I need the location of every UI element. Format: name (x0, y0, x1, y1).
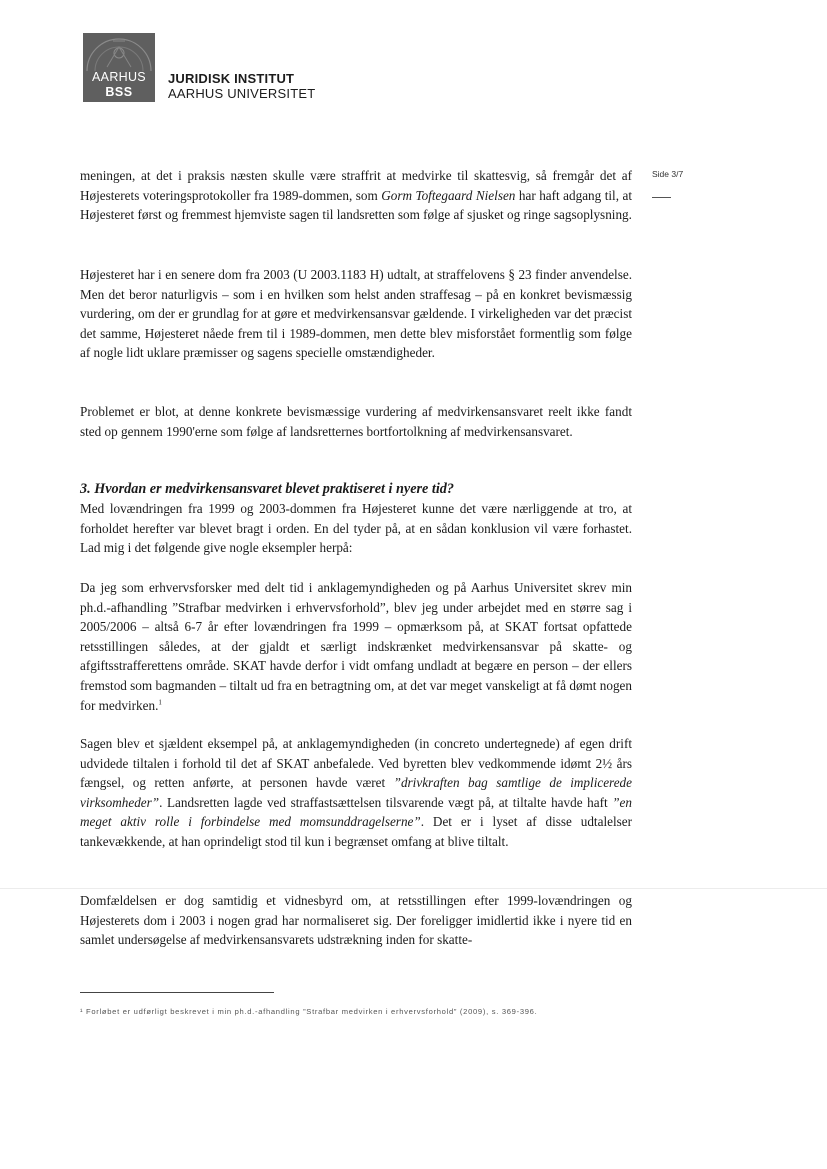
text-run: Problemet er blot, at denne konkrete bevismæssige vurdering af medvirkensansvaret reelt ikke fandt sted op gennem 1990'erne som følge af landsretternes bortfortolkning af medvirkensansvaret. (80, 404, 632, 439)
footnote-marker: 1 (158, 698, 162, 707)
institute-name: JURIDISK INSTITUT (168, 71, 295, 86)
section-heading: 3. Hvordan er medvirkensansvaret blevet praktiseret i nyere tid? (80, 481, 454, 497)
text-run: Da jeg som erhvervsforsker med delt tid i anklagemyndigheden og på Aarhus Universitet skrev min ph.d.-afhandling ”Strafbar medvirken i erhvervsforhold”, blev jeg under arbejdet med en større sag i 2005/2006 – altså 6-7 år efter lovændringen fra 1999 – opmærksom på, at SKAT fortsat opfattede retsstillingen således, at der gjaldt et særligt indskrænket medvirkensansvar på skatte- og afgiftsstrafferettens område. SKAT havde derfor i vidt omfang undladt at begære en person – der ellers fremstod som bagmanden – tiltalt ud fra en betragtning om, at det var meget vanskeligt at få dømt nogen for medvirken. (80, 580, 632, 713)
paragraph-1 (80, 166, 632, 225)
logo-text-bss: BSS (105, 85, 133, 99)
paragraph-2 (80, 265, 632, 363)
footnote: ¹ Forløbet er udførligt beskrevet i min ph.d.-afhandling ”Strafbar medvirken i erhvervsforhold” (2009), s. 369-396. (80, 1007, 538, 1016)
paragraph-5 (80, 578, 632, 715)
text-run: meningen, at det i praksis næsten skulle være straffrit at medvirke til skattesvig, så fremgår det af Højesterets voteringsprotokoller fra 1989-dommen, som (80, 168, 632, 203)
scan-artifact-line (0, 888, 827, 889)
university-seal-icon (83, 33, 155, 71)
footnote-rule (80, 992, 274, 993)
text-run: har haft adgang til, at Højesteret først og fremmest hjemviste sagen til landsretten som følge af sjusket og ringe sagsoplysning. (80, 187, 632, 223)
paragraph-3 (80, 402, 632, 441)
paragraph-6 (80, 734, 632, 852)
page-number: Side 3/7 (652, 169, 684, 179)
italic-run: Gorm Toftegaard Nielsen (381, 187, 516, 203)
page-number-rule (652, 197, 671, 198)
italic-run: ”drivkraften bag samtlige de implicerede virksomheder” (80, 775, 633, 810)
university-name: AARHUS UNIVERSITET (168, 86, 316, 101)
italic-run: ”en meget aktiv rolle i forbindelse med momsunddragelserne” (80, 794, 632, 830)
text-run: Sagen blev et sjældent eksempel på, at anklagemyndigheden (in concreto undertegnede) af egen drift udvidede tiltalen i forhold til det af SKAT anbefalede. Ved byretten blev vedkommende idømt 2½ års fængsel, og retten anførte, at personen havde været (80, 736, 632, 791)
paragraph-7 (80, 891, 632, 950)
logo-text-aarhus: AARHUS (92, 70, 146, 84)
text-run: Domfældelsen er dog samtidig et vidnesbyrd om, at retsstillingen efter 1999-lovændringen og Højesterets dom i 2003 i nogen grad har normaliseret sig. Der foreligger imidlertid ikke i nyere tid en samlet undersøgelse af medvirkensansvarets udstrækning inden for skatte- (80, 893, 632, 948)
text-run: Højesteret har i en senere dom fra 2003 (U 2003.1183 H) udtalt, at straffelovens § 23 finder anvendelse. Men det beror naturligvis – som i en hvilken som helst anden straffesag – på en konkret bevismæssig vurdering, om der er grundlag for at gøre et medvirkensansvar gældende. I virkeligheden var det præcist det samme, Højesteret nåede frem til i 1989-dommen, men dette blev misforstået formentlig som følge af nogle lidt uklare præmisser og sagens specielle omstændigheder. (80, 267, 632, 361)
text-run: Med lovændringen fra 1999 og 2003-dommen fra Højesteret kunne det være nærliggende at tro, at forholdet herefter var blevet bragt i orden. En del tyder på, at en sådan konklusion vil være forhastet. Lad mig i det følgende give nogle eksempler herpå: (80, 501, 632, 556)
paragraph-4 (80, 499, 632, 558)
text-run: . Landsretten lagde ved straffastsættelsen tilsvarende vægt på, at tiltalte havde haft (159, 794, 613, 810)
text-run: . Det er i lyset af disse udtalelser tankevækkende, at han oprindeligt stod til kun i begrænset omfang at blive tiltalt. (80, 814, 632, 849)
